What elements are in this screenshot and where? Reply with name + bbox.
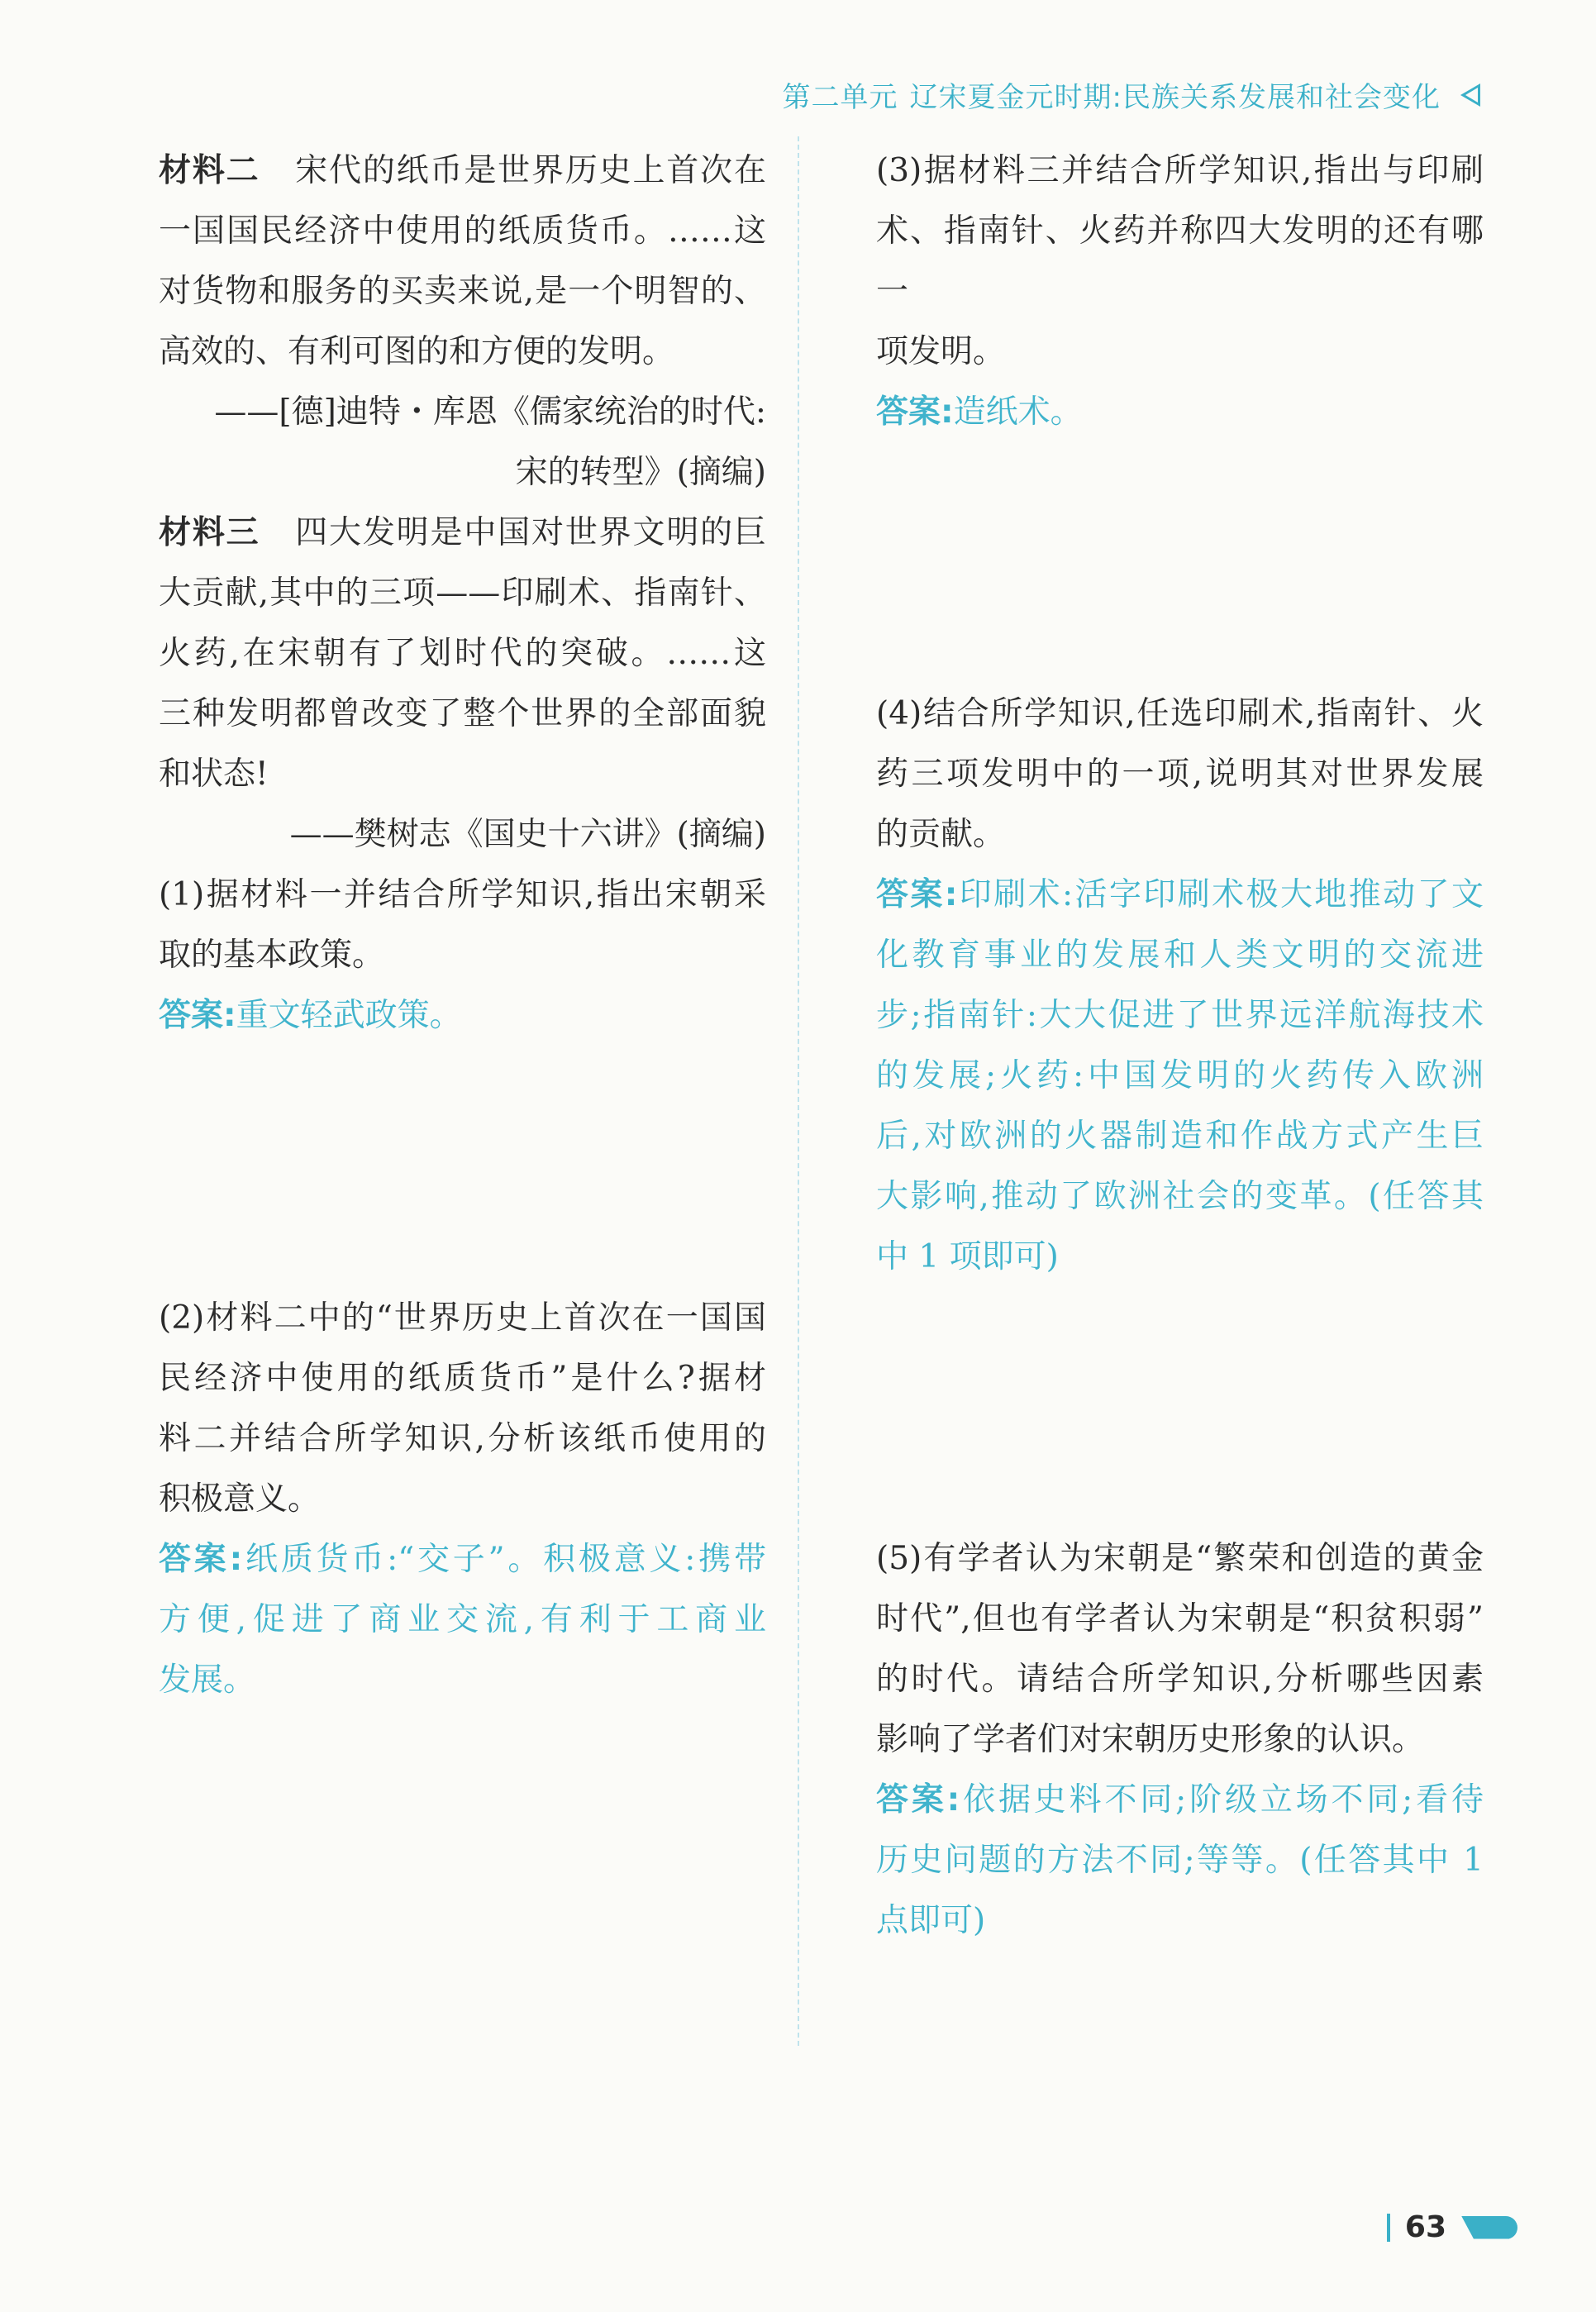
question-3-line: 项发明。: [876, 333, 1006, 370]
answer-4-line: 化教育事业的发展和人类文明的交流进: [876, 937, 1484, 974]
material-3-line: 三种发明都曾改变了整个世界的全部面貌: [159, 695, 766, 732]
question-4: [876, 684, 1484, 1287]
question-2-line: (2)材料二中的“世界历史上首次在一国国: [159, 1299, 766, 1337]
material-3-line: 四大发明是中国对世界文明的巨: [295, 514, 766, 551]
answer-1-text: 重文轻武政策。: [236, 997, 462, 1034]
answer-label: 答案:: [159, 1541, 243, 1578]
material-2-line: 对货物和服务的买卖来说,是一个明智的、: [159, 273, 766, 310]
material-3-label: 材料三: [159, 514, 260, 551]
column-divider: [798, 136, 799, 2046]
answer-2-line: 纸质货币:“交子”。积极意义:携带: [242, 1541, 766, 1578]
page-number: 63: [1404, 2210, 1446, 2244]
material-2-source: ——[德]迪特・库恩《儒家统治的时代:: [214, 393, 766, 431]
material-2: [159, 141, 766, 503]
question-1: [159, 865, 766, 1046]
question-2-line: 积极意义。: [159, 1480, 321, 1518]
answer-2-line: 方便,促进了商业交流,有利于工商业: [159, 1601, 766, 1638]
left-column: [159, 141, 766, 1710]
answer-label: 答案:: [876, 1781, 960, 1819]
question-3: [876, 141, 1484, 442]
answer-4-line: 印刷术:活字印刷术极大地推动了文: [957, 876, 1484, 913]
answer-4-line: 的发展;火药:中国发明的火药传入欧洲: [876, 1057, 1484, 1094]
question-1-line: (1)据材料一并结合所学知识,指出宋朝采: [159, 876, 766, 913]
answer-3: [876, 382, 1484, 442]
material-2-source: 宋的转型》(摘编): [515, 454, 766, 491]
question-2-line: 民经济中使用的纸质货币”是什么?据材: [159, 1360, 766, 1397]
question-3-line: (3)据材料三并结合所学知识,指出与印刷: [876, 152, 1484, 189]
question-5-line: 时代”,但也有学者认为宋朝是“积贫积弱”: [876, 1600, 1484, 1637]
unit-title: 辽宋夏金元时期:民族关系发展和社会变化: [909, 81, 1441, 114]
material-3: [159, 503, 766, 865]
answer-4-line: 后,对欧洲的火器制造和作战方式产生巨: [876, 1118, 1484, 1155]
page-header: [783, 74, 1480, 115]
question-5-line: 的时代。请结合所学知识,分析哪些因素: [876, 1661, 1484, 1698]
answer-4-line: 中 1 项即可): [876, 1238, 1059, 1275]
answer-5-line: 点即可): [876, 1902, 986, 1939]
material-3-line: 大贡献,其中的三项——印刷术、指南针、: [159, 574, 766, 612]
question-4-line: 的贡献。: [876, 816, 1006, 853]
material-2-line: 高效的、有利可图的和方便的发明。: [159, 333, 675, 370]
question-3-line: 术、指南针、火药并称四大发明的还有哪一: [876, 212, 1484, 310]
answer-label: 答案:: [876, 393, 954, 431]
unit-label: 第二单元: [782, 81, 898, 114]
answer-5-line: 依据史料不同;阶级立场不同;看待: [960, 1781, 1484, 1819]
question-4-line: (4)结合所学知识,任选印刷术,指南针、火: [876, 695, 1484, 732]
question-5-line: 影响了学者们对宋朝历史形象的认识。: [876, 1721, 1425, 1758]
material-2-label: 材料二: [159, 152, 260, 189]
material-2-line: 宋代的纸币是世界历史上首次在: [295, 152, 766, 189]
question-2-line: 料二并结合所学知识,分析该纸币使用的: [159, 1420, 766, 1457]
answer-3-text: 造纸术。: [953, 393, 1083, 431]
material-3-line: 和状态!: [159, 756, 269, 793]
triangle-marker-icon: [1460, 83, 1480, 107]
answer-5-line: 历史问题的方法不同;等等。(任答其中 1: [876, 1842, 1484, 1879]
question-5-line: (5)有学者认为宋朝是“繁荣和创造的黄金: [876, 1540, 1484, 1577]
material-3-line: 火药,在宋朝有了划时代的突破。……这: [159, 635, 766, 672]
answer-5: [876, 1770, 1484, 1830]
material-2-line: 一国国民经济中使用的纸质货币。……这: [159, 212, 766, 250]
right-column: [876, 141, 1484, 1951]
page-footer: [1387, 2210, 1517, 2244]
footer-bar: [1387, 2214, 1390, 2242]
material-3-source: ——樊树志《国史十六讲》(摘编): [289, 816, 766, 853]
question-2: [159, 1288, 766, 1710]
answer-label: 答案:: [159, 997, 236, 1034]
question-1-line: 取的基本政策。: [159, 937, 385, 974]
question-4-line: 药三项发明中的一项,说明其对世界发展: [876, 756, 1484, 793]
question-5: [876, 1528, 1484, 1951]
answer-label: 答案:: [876, 876, 958, 913]
answer-4-line: 步;指南针:大大促进了世界远洋航海技术: [876, 997, 1484, 1034]
answer-1: [159, 985, 766, 1046]
answer-2-line: 发展。: [159, 1661, 256, 1699]
answer-4-line: 大影响,推动了欧洲社会的变革。(任答其: [876, 1178, 1484, 1215]
page-tab-icon: [1461, 2216, 1517, 2239]
answer-2: [159, 1529, 766, 1590]
answer-4: [876, 865, 1484, 925]
